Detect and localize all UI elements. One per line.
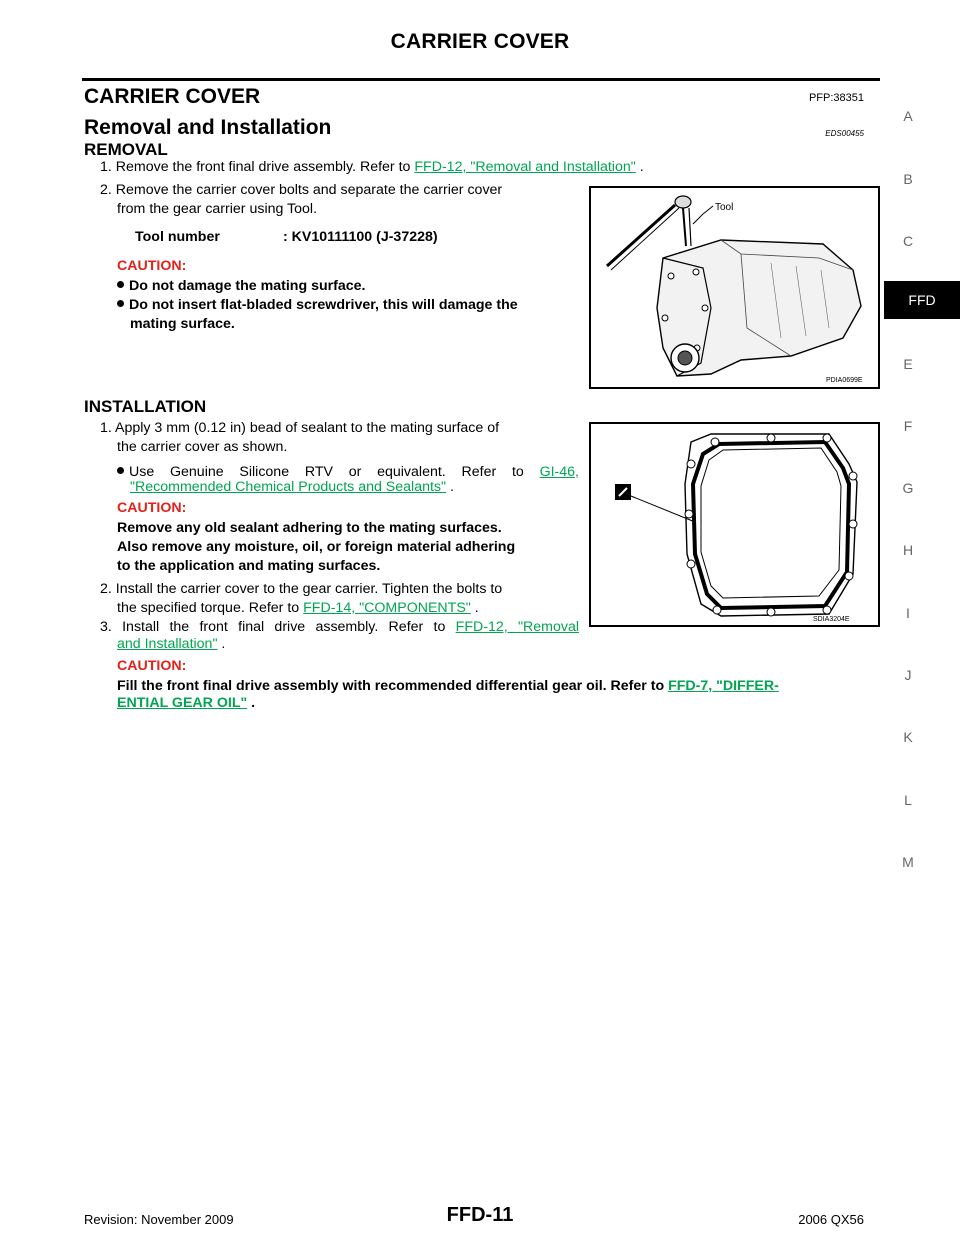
removal-caution-2 [117,296,579,315]
install-caution2-end: . [247,695,256,711]
removal-step-2-line1: 2. Remove the carrier cover bolts and separate the carrier cover [100,182,503,198]
side-index-k[interactable]: K [903,729,913,745]
bullet-dot [117,300,124,307]
sealant-illustration [591,424,878,625]
side-index-e[interactable]: E [903,356,913,372]
side-index-f[interactable]: F [903,418,913,434]
link-ffd-14-components[interactable]: FFD-14, "COMPONENTS" [303,600,471,616]
install-caution2-title: CAUTION: [117,658,187,674]
side-index-a[interactable]: A [903,108,913,124]
footer-page-number: FFD-11 [446,1204,514,1226]
install-step-2-end: . [470,600,479,616]
link-ffd-7-differ[interactable]: FFD-7, "DIFFER- [668,678,779,694]
removal-caution-2-cont: mating surface. [130,316,235,332]
link-gi-46[interactable]: GI-46, [539,464,579,480]
removal-step-1 [100,158,880,177]
install-bullet-cont [130,478,454,497]
removal-step-1-end: . [635,159,644,175]
carrier-tool-figure [589,186,880,389]
link-ffd-12-removal[interactable]: FFD-12, "Removal and Installation" [414,159,636,175]
removal-caution-2-text: Do not insert flat-bladed screwdriver, this will damage the [129,297,518,313]
figure-code-pdia: PDIA0699E [826,377,863,384]
removal-caution-1 [117,277,366,296]
sealant-figure [589,422,880,627]
install-caution2-line2 [117,694,255,713]
side-index-m[interactable]: M [902,854,914,870]
pfp-code: PFP:38351 [808,92,864,104]
side-index-h[interactable]: H [902,542,914,558]
eds-code: EDS00455 [825,129,864,138]
subsection-title: Removal and Installation [84,116,332,139]
side-index-b[interactable]: B [903,171,913,187]
link-ential-gear-oil[interactable]: ENTIAL GEAR OIL" [117,695,248,711]
carrier-tool-illustration [591,188,878,387]
install-caution-line1: Remove any old sealant adhering to the mating surfaces. [117,520,502,536]
bullet-dot [117,281,124,288]
link-ffd-12-removal-2[interactable]: FFD-12, "Removal [455,619,579,635]
footer-revision: Revision: November 2009 [84,1212,234,1227]
install-step-2-line2 [117,599,479,618]
install-bullet-text: Use Genuine Silicone RTV or equivalent. Refer to [129,464,540,480]
removal-step-1-text: 1. Remove the front final drive assembly. Refer to [100,159,415,175]
bullet-dot [117,467,124,474]
install-step-3-line2 [117,635,225,654]
side-index-c[interactable]: C [902,233,914,249]
side-index-i[interactable]: I [906,605,910,621]
header-rule [82,78,880,81]
tool-number-label: Tool number [135,229,220,245]
tool-number-value: : KV10111100 (J-37228) [283,229,438,245]
section-title: CARRIER COVER [84,85,261,108]
install-step-2-text: the specified torque. Refer to [117,600,304,616]
footer-model: 2006 QX56 [798,1212,864,1227]
install-step-1-line2: the carrier cover as shown. [117,439,288,455]
install-step-3-end: . [217,636,226,652]
side-index-l[interactable]: L [904,792,912,808]
side-index-active-tab[interactable]: FFD [884,281,960,319]
side-index-g[interactable]: G [902,480,914,496]
removal-caution-1-text: Do not damage the mating surface. [129,278,366,294]
link-recommended-chemicals[interactable]: "Recommended Chemical Products and Sealants" [130,479,447,495]
figure-code-sdia: SDIA3204E [813,616,850,623]
install-step-1-line1: 1. Apply 3 mm (0.12 in) bead of sealant to the mating surface of [100,420,500,436]
page-header-title: CARRIER COVER [390,30,570,53]
install-step-3-text: 3. Install the front final drive assembly. Refer to [100,619,456,635]
link-and-installation[interactable]: and Installation" [117,636,218,652]
install-bullet-end: . [446,479,454,495]
removal-step-2-line2: from the gear carrier using Tool. [117,201,318,217]
side-index-j[interactable]: J [904,667,912,683]
install-caution-line2: Also remove any moisture, oil, or foreign material adhering [117,539,516,555]
install-caution2-text: Fill the front final drive assembly with recommended differential gear oil. Refer to [117,678,669,694]
removal-heading: REMOVAL [84,140,168,159]
tool-callout: Tool [715,202,734,213]
installation-heading: INSTALLATION [84,397,207,416]
install-caution-line3: to the application and mating surfaces. [117,558,381,574]
install-caution-title: CAUTION: [117,500,187,516]
install-step-2-line1: 2. Install the carrier cover to the gear carrier. Tighten the bolts to [100,581,503,597]
removal-caution-title: CAUTION: [117,258,187,274]
